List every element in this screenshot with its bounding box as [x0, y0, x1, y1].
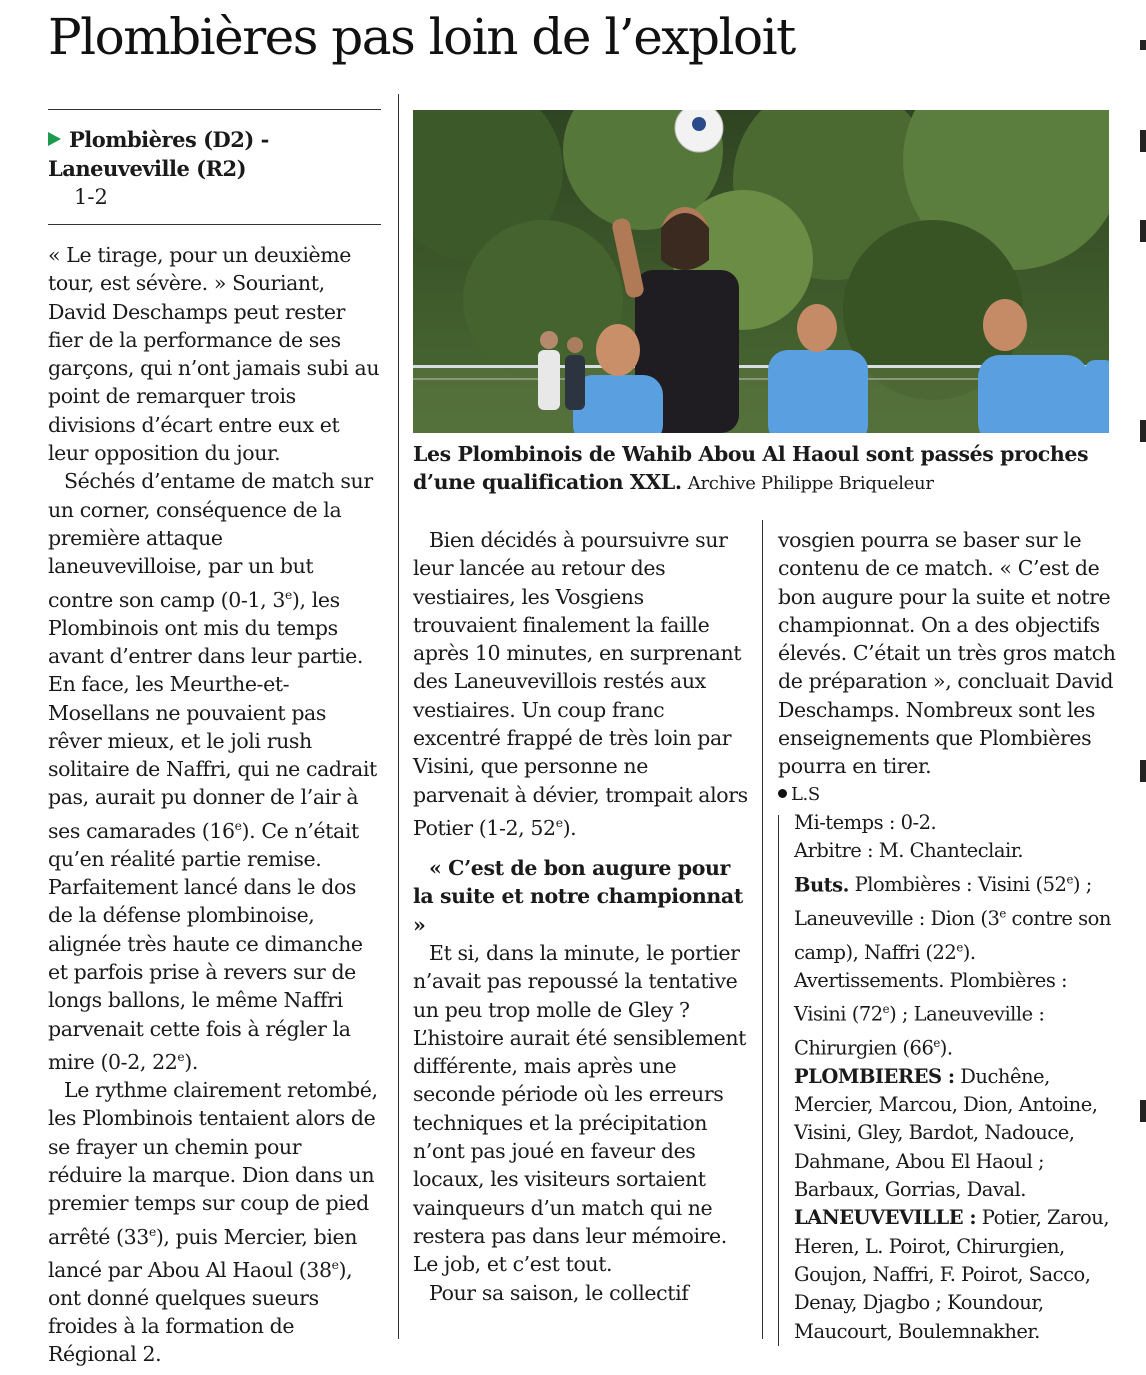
- bullet-icon: [778, 789, 787, 798]
- fixture-team-home: Plombières (D2) -: [69, 127, 269, 152]
- photo-credit: Archive Philippe Briqueleur: [687, 473, 934, 494]
- goals-label: Buts.: [794, 873, 849, 897]
- caption-text: Les Plombinois de Wahib Abou Al Haoul sont passés proches d’une qualification XXL.: [413, 442, 1089, 494]
- lineup-home: [794, 1063, 1118, 1204]
- headline: Plombières pas loin de l’exploit: [48, 8, 795, 66]
- article-paragraph: Séchés d’entame de match sur un corner, conséquence de la première attaque laneuvevilloise, par un but contre son camp (0-1, 3e), les Plombinois ont mis du temps avant d’entrer dans leur partie. En face, les Meurthe-et-Mosellans ne pouvaient pas rêver mieux, et le joli rush solitaire de Naffri, qui ne cadrait pas, aurait pu donner de l’air à ses camarades (16e). Ce n’était qu’en réalité partie remise. Parfaitement lancé dans le dos de la défense plombinoise, alignée très haute ce dimanche et parfois prise à revers sur de longs ballons, le même Naffri parvenait cette fois à régler la mire (0-2, 22e).: [48, 469, 377, 1074]
- article-column-2: [413, 526, 748, 1307]
- match-photo: [413, 110, 1109, 433]
- article-paragraph: Bien décidés à poursuivre sur leur lancée au retour des vestiaires, les Vosgiens trouvaient finalement la faille après 10 minutes, en surprenant des Laneuvevillois restés aux vestiaires. Un coup franc excentré frappé de très loin par Visini, que personne ne parvenait à dévier, trompait alors Potier (1-2, 52e).: [413, 528, 748, 840]
- referee: Arbitre : M. Chanteclair.: [794, 839, 1024, 863]
- article-subheading: « C’est de bon augure pour la suite et notre championnat »: [413, 856, 743, 937]
- halftime-score: Mi-temps : 0-2.: [794, 810, 937, 834]
- lineup-away: [794, 1204, 1118, 1345]
- fixture-bottom-rule: [48, 224, 381, 225]
- column-divider: [398, 94, 399, 1339]
- column-top-rule: [48, 109, 381, 110]
- adjacent-page-edge: [1140, 0, 1146, 1375]
- author-signature: L.S: [778, 781, 1118, 809]
- lineup-home-players: Duchêne, Mercier, Marcou, Dion, Antoine, Visini, Gley, Bardot, Nadouce, Dahmane, Abou El Haoul ; Barbaux, Gorrias, Daval.: [794, 1064, 1098, 1202]
- football-match-illustration: [413, 110, 1109, 433]
- article-paragraph: Et si, dans la minute, le portier n’avait pas repoussé la tentative un peu trop molle de Gley ? L’histoire aurait été sensiblement différente, mais après une seconde période où les erreurs techniques et la précipitation n’ont pas joué en faveur des locaux, les visiteurs sortaient vainqueurs d’un match qui ne restera pas dans leur mémoire. Le job, et c’est tout.: [413, 940, 747, 1277]
- article-column-3: [778, 526, 1118, 1346]
- article-paragraph: Pour sa saison, le collectif: [429, 1280, 689, 1305]
- article-column-1: [48, 241, 380, 1369]
- arrow-icon: [48, 132, 61, 146]
- fixture-teams: [48, 125, 269, 154]
- goals-text: Plombières : Visini (52e) ; Laneuveville : Dion (3e contre son camp), Naffri (22e).: [794, 872, 1111, 964]
- article-paragraph: « Le tirage, pour un deuxième tour, est sévère. » Souriant, David Deschamps peut rester fier de la performance de ses garçons, qui n’ont jamais subi au point de remarquer trois divisions d’écart entre eux et leur opposition du jour.: [48, 243, 380, 466]
- box-score-rule: [778, 815, 779, 1346]
- warnings: Avertissements. Plombières : Visini (72e) ; Laneuveville : Chirurgien (66e).: [794, 968, 1068, 1060]
- goals: [794, 866, 1118, 967]
- column-divider: [762, 520, 763, 1339]
- article-paragraph: vosgien pourra se baser sur le contenu de ce match. « C’est de bon augure pour la suite et notre championnat. On a des objectifs élevés. C’était un très gros match de préparation », concluait David Deschamps. Nombreux sont les enseignements que Plombières pourra en tirer.: [778, 528, 1116, 779]
- photo-caption: [413, 440, 1113, 498]
- fixture-score: 1-2: [74, 185, 108, 209]
- match-box-score: [778, 809, 1118, 1346]
- article-paragraph: Le rythme clairement retombé, les Plombinois tentaient alors de se frayer un chemin pour réduire la marque. Dion dans un premier temps sur coup de pied arrêté (33e), puis Mercier, bien lancé par Abou Al Haoul (38e), ont donné quelques sueurs froides à la formation de Régional 2.: [48, 1078, 378, 1367]
- fixture-block: [48, 125, 269, 212]
- lineup-away-label: LANEUVEVILLE :: [794, 1206, 977, 1230]
- lineup-away-players: Potier, Zarou, Heren, L. Poirot, Chirurgien, Goujon, Naffri, F. Poirot, Sacco, Denay, Djagbo ; Koundour, Maucourt, Boulemnakher.: [794, 1206, 1110, 1343]
- lineup-home-label: PLOMBIERES :: [794, 1064, 955, 1088]
- fixture-team-away: Laneuveville (R2): [48, 156, 247, 181]
